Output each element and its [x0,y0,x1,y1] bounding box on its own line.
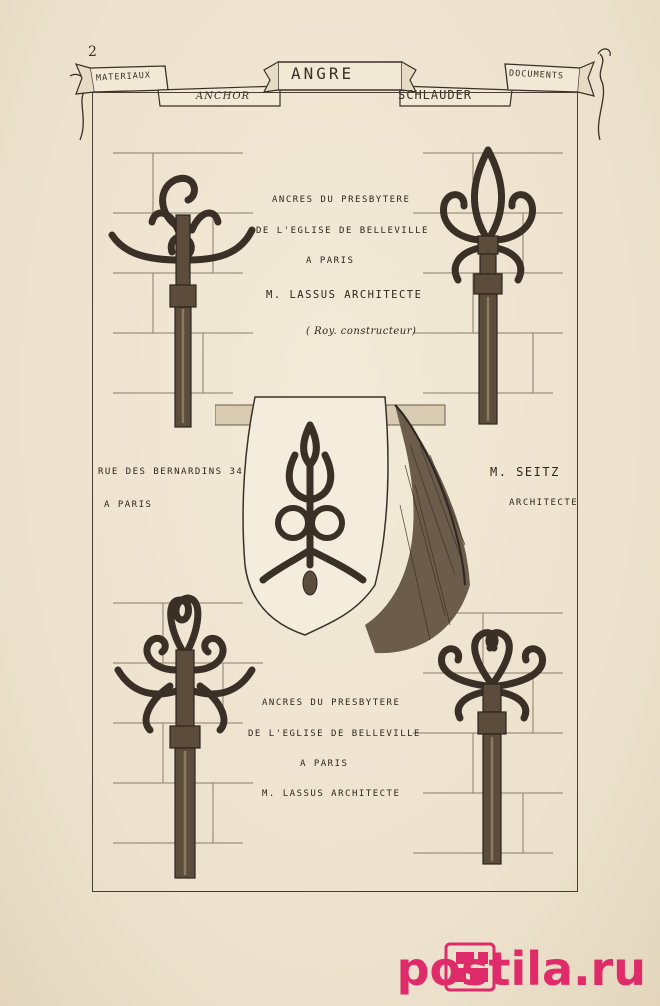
top-caption-line-4: M. LASSUS ARCHITECTE [266,289,423,301]
middle-right-caption-1: M. SEITZ [490,465,560,479]
schlauder-label: SCHLAUDER [398,88,473,102]
right-banner-label: DOCUMENTS [508,68,565,82]
middle-left-caption-2: A PARIS [104,500,153,510]
watermark-text: postila.ru [396,942,646,996]
top-caption-note: ( Roy. constructeur) [306,326,417,337]
bottom-caption-line-3: A PARIS [300,759,349,769]
bottom-caption-line-1: ANCRES DU PRESBYTERE [262,698,401,708]
bottom-caption-line-2: DE L'EGLISE DE BELLEVILLE [248,729,421,739]
page-number: 2 [88,44,97,60]
top-caption-line-1: ANCRES DU PRESBYTERE [272,195,411,205]
middle-right-caption-2: ARCHITECTE [509,498,579,508]
middle-left-caption-1: RUE DES BERNARDINS 34 [98,467,244,477]
anchor-illustration-bottom-right [428,622,558,877]
anchor-illustration-bottom-left [110,590,260,885]
top-caption-line-3: A PARIS [306,256,355,266]
anchor-label: ANCHOR [196,91,251,102]
left-banner-label: MATERIAUX [95,70,152,84]
bottom-caption-line-4: M. LASSUS ARCHITECTE [262,789,401,799]
top-caption-line-2: DE L'EGLISE DE BELLEVILLE [256,226,429,236]
header-title: ANGRE [291,64,355,83]
